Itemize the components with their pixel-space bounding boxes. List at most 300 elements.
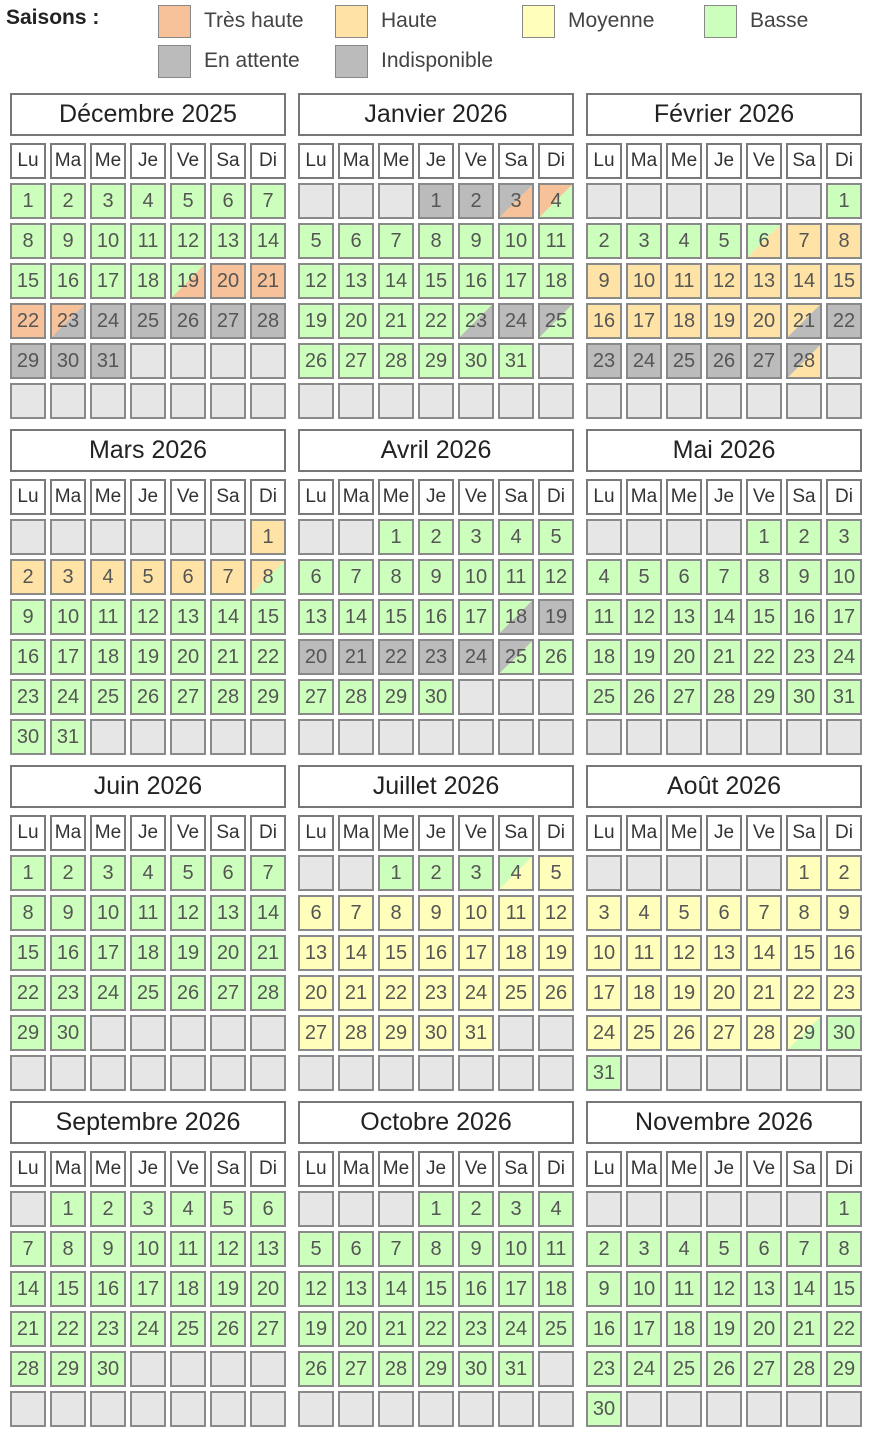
day-cell[interactable]: 13 [666,599,702,635]
day-cell[interactable]: 29 [10,343,46,379]
day-cell[interactable]: 6 [666,559,702,595]
day-cell[interactable]: 27 [338,1351,374,1387]
day-cell[interactable]: 21 [746,975,782,1011]
day-cell[interactable]: 14 [250,223,286,259]
day-cell[interactable]: 23 [458,303,494,339]
day-cell[interactable]: 22 [826,303,862,339]
day-cell[interactable]: 1 [378,855,414,891]
day-cell[interactable]: 16 [50,935,86,971]
day-cell[interactable]: 17 [498,1271,534,1307]
day-cell[interactable]: 5 [298,223,334,259]
day-cell[interactable]: 20 [210,935,246,971]
day-cell[interactable]: 30 [50,1015,86,1051]
day-cell[interactable]: 24 [498,1311,534,1347]
day-cell[interactable]: 19 [298,1311,334,1347]
day-cell[interactable]: 7 [250,855,286,891]
day-cell[interactable]: 30 [418,1015,454,1051]
day-cell[interactable]: 20 [298,639,334,675]
day-cell[interactable]: 4 [666,1231,702,1267]
day-cell[interactable]: 12 [626,599,662,635]
day-cell[interactable]: 8 [826,1231,862,1267]
day-cell[interactable]: 22 [786,975,822,1011]
day-cell[interactable]: 6 [170,559,206,595]
day-cell[interactable]: 6 [250,1191,286,1227]
day-cell[interactable]: 1 [746,519,782,555]
day-cell[interactable]: 15 [250,599,286,635]
day-cell[interactable]: 26 [170,303,206,339]
day-cell[interactable]: 11 [666,1271,702,1307]
day-cell[interactable]: 1 [826,1191,862,1227]
day-cell[interactable]: 7 [210,559,246,595]
day-cell[interactable]: 6 [746,1231,782,1267]
day-cell[interactable]: 24 [498,303,534,339]
day-cell[interactable]: 26 [706,343,742,379]
day-cell[interactable]: 10 [50,599,86,635]
day-cell[interactable]: 18 [130,935,166,971]
day-cell[interactable]: 5 [298,1231,334,1267]
day-cell[interactable]: 8 [418,1231,454,1267]
day-cell[interactable]: 1 [250,519,286,555]
day-cell[interactable]: 4 [130,183,166,219]
day-cell[interactable]: 19 [706,1311,742,1347]
day-cell[interactable]: 24 [50,679,86,715]
day-cell[interactable]: 19 [130,639,166,675]
day-cell[interactable]: 13 [250,1231,286,1267]
day-cell[interactable]: 20 [298,975,334,1011]
day-cell[interactable]: 5 [538,519,574,555]
day-cell[interactable]: 11 [90,599,126,635]
day-cell[interactable]: 17 [626,303,662,339]
day-cell[interactable]: 2 [50,855,86,891]
day-cell[interactable]: 17 [90,935,126,971]
day-cell[interactable]: 19 [210,1271,246,1307]
day-cell[interactable]: 28 [210,679,246,715]
day-cell[interactable]: 10 [130,1231,166,1267]
day-cell[interactable]: 20 [666,639,702,675]
day-cell[interactable]: 10 [458,895,494,931]
day-cell[interactable]: 2 [50,183,86,219]
day-cell[interactable]: 5 [666,895,702,931]
day-cell[interactable]: 4 [666,223,702,259]
day-cell[interactable]: 6 [338,223,374,259]
day-cell[interactable]: 31 [50,719,86,755]
day-cell[interactable]: 14 [338,599,374,635]
day-cell[interactable]: 13 [746,1271,782,1307]
day-cell[interactable]: 22 [250,639,286,675]
day-cell[interactable]: 3 [458,519,494,555]
day-cell[interactable]: 2 [586,1231,622,1267]
day-cell[interactable]: 18 [130,263,166,299]
day-cell[interactable]: 6 [338,1231,374,1267]
day-cell[interactable]: 13 [298,935,334,971]
day-cell[interactable]: 13 [170,599,206,635]
day-cell[interactable]: 8 [10,223,46,259]
day-cell[interactable]: 15 [10,935,46,971]
day-cell[interactable]: 25 [666,343,702,379]
day-cell[interactable]: 1 [10,855,46,891]
day-cell[interactable]: 18 [626,975,662,1011]
day-cell[interactable]: 19 [626,639,662,675]
day-cell[interactable]: 20 [250,1271,286,1307]
day-cell[interactable]: 4 [626,895,662,931]
day-cell[interactable]: 19 [706,303,742,339]
day-cell[interactable]: 22 [378,639,414,675]
day-cell[interactable]: 7 [746,895,782,931]
day-cell[interactable]: 23 [90,1311,126,1347]
day-cell[interactable]: 24 [90,303,126,339]
day-cell[interactable]: 18 [666,1311,702,1347]
day-cell[interactable]: 1 [378,519,414,555]
day-cell[interactable]: 8 [746,559,782,595]
day-cell[interactable]: 25 [666,1351,702,1387]
day-cell[interactable]: 29 [250,679,286,715]
day-cell[interactable]: 3 [498,1191,534,1227]
day-cell[interactable]: 17 [626,1311,662,1347]
day-cell[interactable]: 11 [538,1231,574,1267]
day-cell[interactable]: 4 [498,855,534,891]
day-cell[interactable]: 28 [338,1015,374,1051]
day-cell[interactable]: 10 [458,559,494,595]
day-cell[interactable]: 21 [786,303,822,339]
day-cell[interactable]: 24 [626,343,662,379]
day-cell[interactable]: 29 [10,1015,46,1051]
day-cell[interactable]: 8 [418,223,454,259]
day-cell[interactable]: 4 [90,559,126,595]
day-cell[interactable]: 19 [170,263,206,299]
day-cell[interactable]: 29 [746,679,782,715]
day-cell[interactable]: 1 [786,855,822,891]
day-cell[interactable]: 27 [298,1015,334,1051]
day-cell[interactable]: 19 [538,599,574,635]
day-cell[interactable]: 23 [826,975,862,1011]
day-cell[interactable]: 26 [170,975,206,1011]
day-cell[interactable]: 30 [826,1015,862,1051]
day-cell[interactable]: 18 [498,935,534,971]
day-cell[interactable]: 28 [378,1351,414,1387]
day-cell[interactable]: 22 [418,1311,454,1347]
day-cell[interactable]: 27 [298,679,334,715]
day-cell[interactable]: 22 [746,639,782,675]
day-cell[interactable]: 5 [626,559,662,595]
day-cell[interactable]: 7 [706,559,742,595]
day-cell[interactable]: 14 [210,599,246,635]
day-cell[interactable]: 28 [746,1015,782,1051]
day-cell[interactable]: 7 [786,1231,822,1267]
day-cell[interactable]: 26 [130,679,166,715]
day-cell[interactable]: 14 [378,263,414,299]
day-cell[interactable]: 3 [626,223,662,259]
day-cell[interactable]: 7 [786,223,822,259]
day-cell[interactable]: 23 [418,975,454,1011]
day-cell[interactable]: 25 [130,303,166,339]
day-cell[interactable]: 9 [458,223,494,259]
day-cell[interactable]: 5 [706,223,742,259]
day-cell[interactable]: 21 [10,1311,46,1347]
day-cell[interactable]: 18 [666,303,702,339]
day-cell[interactable]: 21 [706,639,742,675]
day-cell[interactable]: 31 [498,1351,534,1387]
day-cell[interactable]: 25 [498,639,534,675]
day-cell[interactable]: 19 [298,303,334,339]
day-cell[interactable]: 28 [378,343,414,379]
day-cell[interactable]: 29 [50,1351,86,1387]
day-cell[interactable]: 24 [458,975,494,1011]
day-cell[interactable]: 13 [746,263,782,299]
day-cell[interactable]: 11 [666,263,702,299]
day-cell[interactable]: 15 [50,1271,86,1307]
day-cell[interactable]: 20 [746,303,782,339]
day-cell[interactable]: 29 [418,343,454,379]
day-cell[interactable]: 21 [210,639,246,675]
day-cell[interactable]: 18 [498,599,534,635]
day-cell[interactable]: 14 [786,1271,822,1307]
day-cell[interactable]: 21 [378,303,414,339]
day-cell[interactable]: 30 [458,343,494,379]
day-cell[interactable]: 23 [50,975,86,1011]
day-cell[interactable]: 5 [170,183,206,219]
day-cell[interactable]: 12 [170,223,206,259]
day-cell[interactable]: 11 [130,895,166,931]
day-cell[interactable]: 29 [378,1015,414,1051]
day-cell[interactable]: 16 [586,303,622,339]
day-cell[interactable]: 26 [210,1311,246,1347]
day-cell[interactable]: 10 [586,935,622,971]
day-cell[interactable]: 6 [746,223,782,259]
day-cell[interactable]: 27 [338,343,374,379]
day-cell[interactable]: 2 [418,855,454,891]
day-cell[interactable]: 21 [338,975,374,1011]
day-cell[interactable]: 2 [10,559,46,595]
day-cell[interactable]: 22 [378,975,414,1011]
day-cell[interactable]: 19 [666,975,702,1011]
day-cell[interactable]: 7 [250,183,286,219]
day-cell[interactable]: 15 [746,599,782,635]
day-cell[interactable]: 18 [538,263,574,299]
day-cell[interactable]: 20 [746,1311,782,1347]
day-cell[interactable]: 23 [10,679,46,715]
day-cell[interactable]: 4 [130,855,166,891]
day-cell[interactable]: 29 [418,1351,454,1387]
day-cell[interactable]: 5 [130,559,166,595]
day-cell[interactable]: 11 [130,223,166,259]
day-cell[interactable]: 7 [378,223,414,259]
day-cell[interactable]: 9 [458,1231,494,1267]
day-cell[interactable]: 13 [338,1271,374,1307]
day-cell[interactable]: 31 [458,1015,494,1051]
day-cell[interactable]: 18 [90,639,126,675]
day-cell[interactable]: 18 [538,1271,574,1307]
day-cell[interactable]: 8 [378,895,414,931]
day-cell[interactable]: 30 [50,343,86,379]
day-cell[interactable]: 1 [418,1191,454,1227]
day-cell[interactable]: 6 [298,895,334,931]
day-cell[interactable]: 27 [210,975,246,1011]
day-cell[interactable]: 2 [458,183,494,219]
day-cell[interactable]: 22 [10,303,46,339]
day-cell[interactable]: 14 [10,1271,46,1307]
day-cell[interactable]: 3 [586,895,622,931]
day-cell[interactable]: 26 [666,1015,702,1051]
day-cell[interactable]: 17 [458,599,494,635]
day-cell[interactable]: 17 [50,639,86,675]
day-cell[interactable]: 10 [498,223,534,259]
day-cell[interactable]: 9 [586,1271,622,1307]
day-cell[interactable]: 15 [378,935,414,971]
day-cell[interactable]: 10 [626,1271,662,1307]
day-cell[interactable]: 23 [50,303,86,339]
day-cell[interactable]: 6 [706,895,742,931]
day-cell[interactable]: 21 [786,1311,822,1347]
day-cell[interactable]: 9 [50,223,86,259]
day-cell[interactable]: 3 [90,183,126,219]
day-cell[interactable]: 11 [586,599,622,635]
day-cell[interactable]: 16 [458,263,494,299]
day-cell[interactable]: 10 [90,895,126,931]
day-cell[interactable]: 8 [250,559,286,595]
day-cell[interactable]: 2 [586,223,622,259]
day-cell[interactable]: 4 [538,1191,574,1227]
day-cell[interactable]: 27 [746,343,782,379]
day-cell[interactable]: 28 [786,1351,822,1387]
day-cell[interactable]: 4 [538,183,574,219]
day-cell[interactable]: 21 [250,935,286,971]
day-cell[interactable]: 5 [538,855,574,891]
day-cell[interactable]: 27 [250,1311,286,1347]
day-cell[interactable]: 25 [170,1311,206,1347]
day-cell[interactable]: 26 [538,639,574,675]
day-cell[interactable]: 25 [538,1311,574,1347]
day-cell[interactable]: 3 [50,559,86,595]
day-cell[interactable]: 10 [90,223,126,259]
day-cell[interactable]: 8 [378,559,414,595]
day-cell[interactable]: 24 [90,975,126,1011]
day-cell[interactable]: 15 [826,263,862,299]
day-cell[interactable]: 15 [418,263,454,299]
day-cell[interactable]: 21 [250,263,286,299]
day-cell[interactable]: 6 [210,183,246,219]
day-cell[interactable]: 14 [746,935,782,971]
day-cell[interactable]: 14 [378,1271,414,1307]
day-cell[interactable]: 14 [338,935,374,971]
day-cell[interactable]: 12 [170,895,206,931]
day-cell[interactable]: 12 [538,559,574,595]
day-cell[interactable]: 29 [378,679,414,715]
day-cell[interactable]: 22 [418,303,454,339]
day-cell[interactable]: 15 [418,1271,454,1307]
day-cell[interactable]: 28 [786,343,822,379]
day-cell[interactable]: 20 [210,263,246,299]
day-cell[interactable]: 25 [90,679,126,715]
day-cell[interactable]: 13 [338,263,374,299]
day-cell[interactable]: 6 [210,855,246,891]
day-cell[interactable]: 16 [586,1311,622,1347]
day-cell[interactable]: 30 [586,1391,622,1427]
day-cell[interactable]: 23 [418,639,454,675]
day-cell[interactable]: 16 [458,1271,494,1307]
day-cell[interactable]: 12 [298,1271,334,1307]
day-cell[interactable]: 26 [298,1351,334,1387]
day-cell[interactable]: 25 [626,1015,662,1051]
day-cell[interactable]: 1 [418,183,454,219]
day-cell[interactable]: 13 [298,599,334,635]
day-cell[interactable]: 31 [90,343,126,379]
day-cell[interactable]: 24 [458,639,494,675]
day-cell[interactable]: 1 [10,183,46,219]
day-cell[interactable]: 2 [90,1191,126,1227]
day-cell[interactable]: 10 [626,263,662,299]
day-cell[interactable]: 17 [826,599,862,635]
day-cell[interactable]: 13 [706,935,742,971]
day-cell[interactable]: 13 [210,895,246,931]
day-cell[interactable]: 28 [250,303,286,339]
day-cell[interactable]: 16 [418,599,454,635]
day-cell[interactable]: 8 [826,223,862,259]
day-cell[interactable]: 31 [498,343,534,379]
day-cell[interactable]: 16 [786,599,822,635]
day-cell[interactable]: 27 [746,1351,782,1387]
day-cell[interactable]: 1 [50,1191,86,1227]
day-cell[interactable]: 2 [786,519,822,555]
day-cell[interactable]: 5 [170,855,206,891]
day-cell[interactable]: 3 [626,1231,662,1267]
day-cell[interactable]: 9 [418,895,454,931]
day-cell[interactable]: 11 [538,223,574,259]
day-cell[interactable]: 20 [170,639,206,675]
day-cell[interactable]: 7 [378,1231,414,1267]
day-cell[interactable]: 14 [786,263,822,299]
day-cell[interactable]: 30 [786,679,822,715]
day-cell[interactable]: 6 [298,559,334,595]
day-cell[interactable]: 31 [586,1055,622,1091]
day-cell[interactable]: 31 [826,679,862,715]
day-cell[interactable]: 22 [826,1311,862,1347]
day-cell[interactable]: 14 [250,895,286,931]
day-cell[interactable]: 12 [706,1271,742,1307]
day-cell[interactable]: 26 [626,679,662,715]
day-cell[interactable]: 25 [498,975,534,1011]
day-cell[interactable]: 17 [586,975,622,1011]
day-cell[interactable]: 11 [626,935,662,971]
day-cell[interactable]: 17 [90,263,126,299]
day-cell[interactable]: 25 [538,303,574,339]
day-cell[interactable]: 20 [338,1311,374,1347]
day-cell[interactable]: 4 [498,519,534,555]
day-cell[interactable]: 30 [458,1351,494,1387]
day-cell[interactable]: 22 [10,975,46,1011]
day-cell[interactable]: 9 [418,559,454,595]
day-cell[interactable]: 12 [666,935,702,971]
day-cell[interactable]: 11 [170,1231,206,1267]
day-cell[interactable]: 18 [170,1271,206,1307]
day-cell[interactable]: 4 [586,559,622,595]
day-cell[interactable]: 27 [170,679,206,715]
day-cell[interactable]: 7 [338,895,374,931]
day-cell[interactable]: 12 [706,263,742,299]
day-cell[interactable]: 26 [298,343,334,379]
day-cell[interactable]: 9 [586,263,622,299]
day-cell[interactable]: 5 [210,1191,246,1227]
day-cell[interactable]: 21 [338,639,374,675]
day-cell[interactable]: 2 [826,855,862,891]
day-cell[interactable]: 3 [826,519,862,555]
day-cell[interactable]: 27 [706,1015,742,1051]
day-cell[interactable]: 29 [826,1351,862,1387]
day-cell[interactable]: 4 [170,1191,206,1227]
day-cell[interactable]: 17 [130,1271,166,1307]
day-cell[interactable]: 10 [826,559,862,595]
day-cell[interactable]: 9 [786,559,822,595]
day-cell[interactable]: 2 [418,519,454,555]
